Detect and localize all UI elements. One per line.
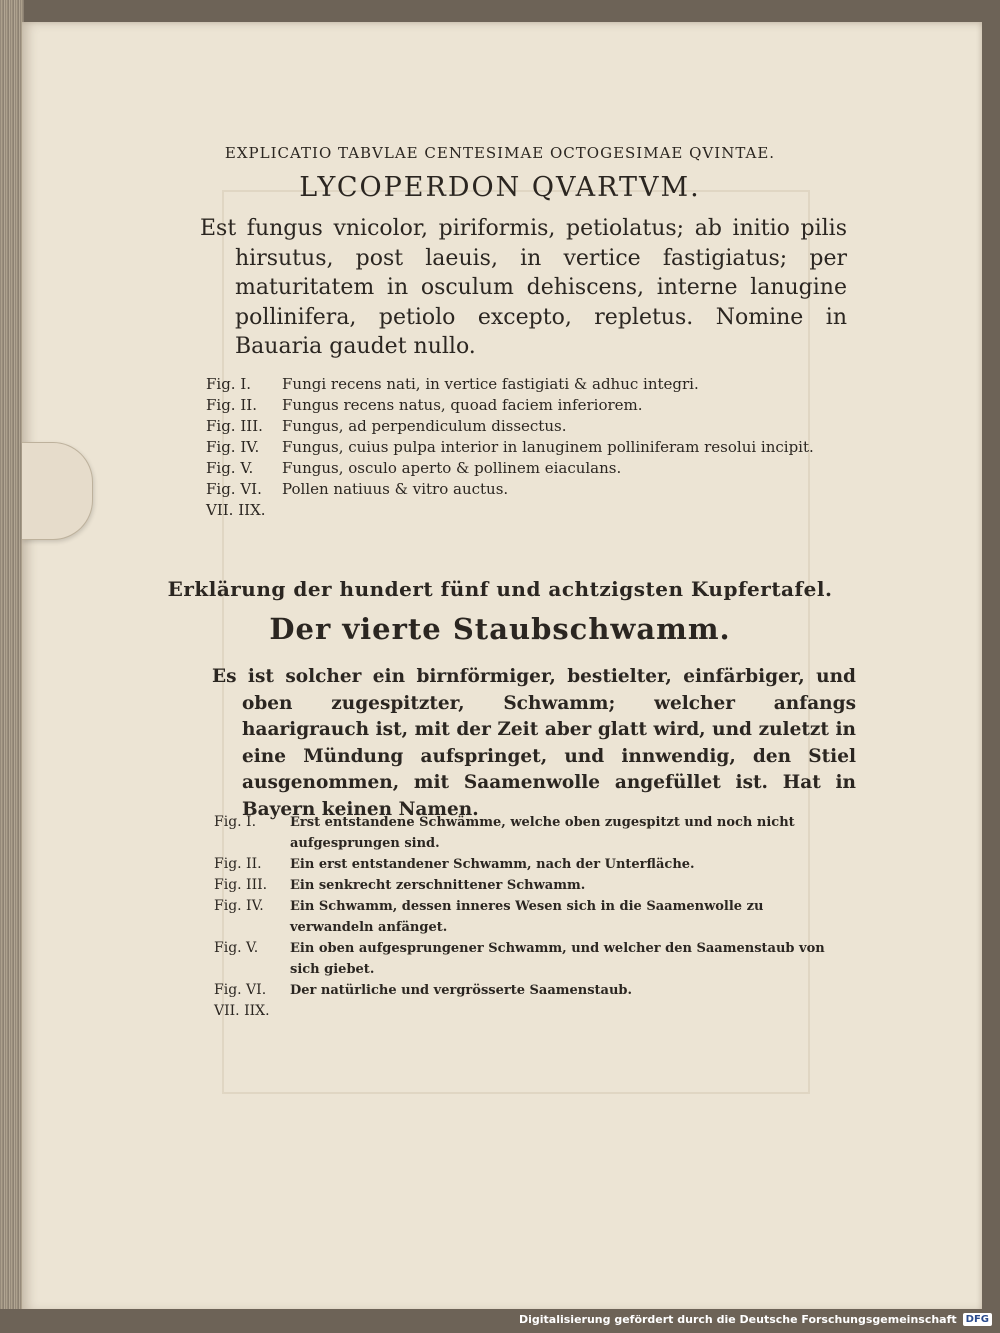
list-item	[206, 479, 816, 521]
list-item	[206, 437, 816, 458]
digitization-credit	[519, 1311, 992, 1327]
figure-caption: Fungus, cuius pulpa interior in lanuginem polliniferam resolui incipit.	[282, 438, 814, 456]
figure-number: Fig. IV.	[214, 898, 264, 914]
figure-caption: Fungus recens natus, quoad faciem inferiorem.	[282, 396, 643, 414]
list-item	[214, 812, 826, 854]
credit-text: Digitalisierung gefördert durch die Deutsche Forschungsgemeinschaft	[518, 1312, 957, 1326]
figure-number: Fig. IV.	[206, 438, 260, 456]
figure-caption: Ein senkrecht zerschnittener Schwamm.	[290, 878, 586, 893]
list-item	[206, 374, 816, 395]
figure-number: Fig. II.	[214, 856, 262, 872]
figure-caption: Ein erst entstandener Schwamm, nach der Unterfläche.	[290, 857, 695, 872]
figure-caption: Fungus, osculo aperto & pollinem eiaculans.	[282, 459, 622, 477]
figure-caption: Ein oben aufgesprungener Schwamm, und welcher den Saamenstaub von sich giebet.	[290, 941, 825, 977]
list-item	[206, 416, 816, 437]
figure-number: Fig. V.	[214, 940, 259, 956]
figure-caption: Fungus, ad perpendiculum dissectus.	[282, 417, 567, 435]
dfg-logo: DFG	[963, 1313, 992, 1326]
list-item	[214, 980, 826, 1022]
list-item	[214, 938, 826, 980]
german-subtitle: Der vierte Staubschwamm.	[269, 612, 731, 646]
figure-number: Fig. I.	[206, 375, 252, 393]
german-description: Es ist solcher ein birnförmiger, bestielter, einfärbiger, und oben zugespitzter, Schwamm; welcher anfangs haarigrauch ist, mit der Zeit aber glatt wird, und zuletzt in eine Mündung aufspringet, und innwendig, den Stiel ausgenommen, mit Saamenwolle angefüllet ist. Hat in Bayern keinen Namen.	[212, 666, 856, 820]
list-item	[206, 458, 816, 479]
figure-number: Fig. III.	[214, 877, 268, 893]
list-item	[214, 875, 826, 896]
figure-caption: Der natürliche und vergrösserte Saamenstaub.	[290, 983, 633, 998]
figure-number: Fig. III.	[206, 417, 263, 435]
figure-number: Fig. I.	[214, 814, 257, 830]
latin-title: LYCOPERDON QVARTVM.	[299, 172, 701, 203]
latin-figure-list	[206, 374, 816, 521]
list-item	[206, 395, 816, 416]
figure-caption: Ein Schwamm, dessen inneres Wesen sich in die Saamenwolle zu verwandeln anfänget.	[290, 899, 764, 935]
figure-number: Fig. V.	[206, 459, 254, 477]
figure-caption: Erst entstandene Schwämme, welche oben zugespitzt und noch nicht aufgesprungen sind.	[290, 815, 795, 851]
list-item	[214, 896, 826, 938]
german-title: Erklärung der hundert fünf und achtzigsten Kupfertafel.	[167, 577, 833, 601]
running-header: EXPLICATIO TABVLAE CENTESIMAE OCTOGESIMAE QVINTAE.	[224, 144, 776, 162]
figure-number: Fig. II.	[206, 396, 257, 414]
figure-number: Fig. VI. VII. IIX.	[206, 480, 266, 519]
figure-caption: Fungi recens nati, in vertice fastigiati & adhuc integri.	[282, 375, 699, 393]
latin-description: Est fungus vnicolor, piriformis, petiolatus; ab initio pilis hirsutus, post laeuis, in vertice fastigiatus; per maturitatem in osculum dehiscens, interne lanugine pollinifera, petiolo excepto, repletus. Nomine in Bauaria gaudet nullo.	[200, 216, 847, 359]
list-item	[214, 854, 826, 875]
figure-caption: Pollen natiuus & vitro auctus.	[282, 480, 509, 498]
german-figure-list	[214, 812, 826, 1022]
figure-number: Fig. VI. VII. IIX.	[214, 982, 270, 1019]
